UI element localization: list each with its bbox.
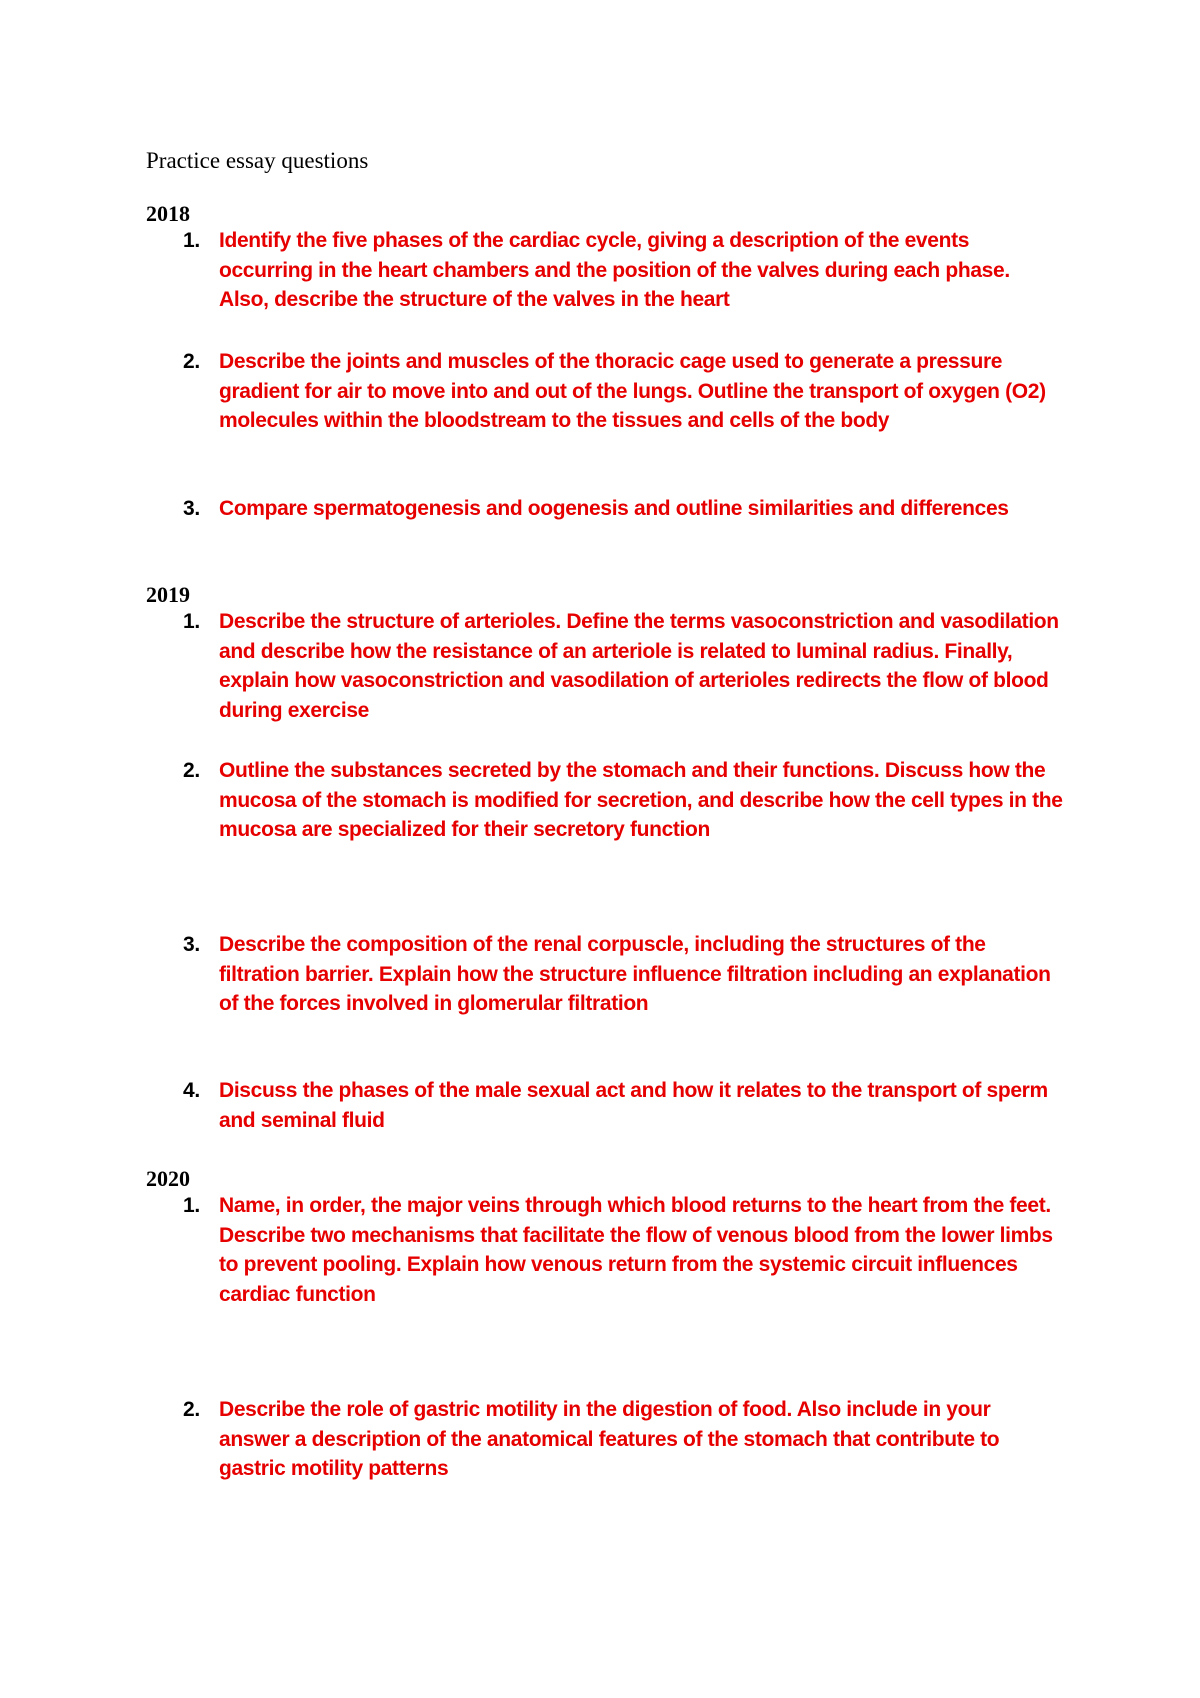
question-text: Compare spermatogenesis and oogenesis and outline similarities and differences	[219, 497, 1009, 520]
question-number: 4.	[183, 1079, 200, 1102]
question-text: Identify the five phases of the cardiac cycle, giving a description of the events occurring in the heart chambers and the position of the valves during each phase. Also, describe the structure of the valves in the heart	[219, 229, 1010, 312]
question-text: Name, in order, the major veins through which blood returns to the heart from the feet. Describe two mechanisms that facilitate the flow of venous blood from the lower limbs to prevent pooling. Explain how venous return from the systemic circuit influences cardiac function	[219, 1194, 1053, 1306]
document-title: Practice essay questions	[146, 148, 369, 173]
question-number: 1.	[183, 1194, 200, 1217]
question-item	[183, 347, 1063, 436]
question-item	[183, 1191, 1063, 1309]
question-item	[183, 494, 1063, 524]
question-number: 3.	[183, 933, 200, 956]
question-text: Describe the composition of the renal corpuscle, including the structures of the filtration barrier. Explain how the structure influence filtration including an explanation of the forces involved in glomerular filtration	[219, 933, 1051, 1016]
question-number: 3.	[183, 497, 200, 520]
question-number: 1.	[183, 610, 200, 633]
question-number: 2.	[183, 1398, 200, 1421]
question-text: Describe the role of gastric motility in the digestion of food. Also include in your answer a description of the anatomical features of the stomach that contribute to gastric motility patterns	[219, 1398, 1000, 1481]
question-number: 2.	[183, 759, 200, 782]
question-text: Describe the structure of arterioles. Define the terms vasoconstriction and vasodilation and describe how the resistance of an arteriole is related to luminal radius. Finally, explain how vasoconstriction and vasodilation of arterioles redirects the flow of blood during exercise	[219, 610, 1059, 722]
question-item	[183, 1076, 1063, 1135]
year-heading-2018: 2018	[146, 201, 190, 226]
question-number: 1.	[183, 229, 200, 252]
question-item	[183, 930, 1063, 1019]
question-text: Discuss the phases of the male sexual act and how it relates to the transport of sperm and seminal fluid	[219, 1079, 1048, 1132]
question-item	[183, 607, 1063, 725]
question-item	[183, 226, 1063, 315]
question-text: Describe the joints and muscles of the thoracic cage used to generate a pressure gradient for air to move into and out of the lungs. Outline the transport of oxygen (O2) molecules within the bloodstream to the tissues and cells of the body	[219, 350, 1046, 433]
question-item	[183, 1395, 1063, 1484]
year-heading-2020: 2020	[146, 1166, 190, 1191]
year-heading-2019: 2019	[146, 582, 190, 607]
question-text: Outline the substances secreted by the stomach and their functions. Discuss how the mucosa of the stomach is modified for secretion, and describe how the cell types in the mucosa are specialized for their secretory function	[219, 759, 1063, 842]
question-item	[183, 756, 1063, 845]
question-number: 2.	[183, 350, 200, 373]
